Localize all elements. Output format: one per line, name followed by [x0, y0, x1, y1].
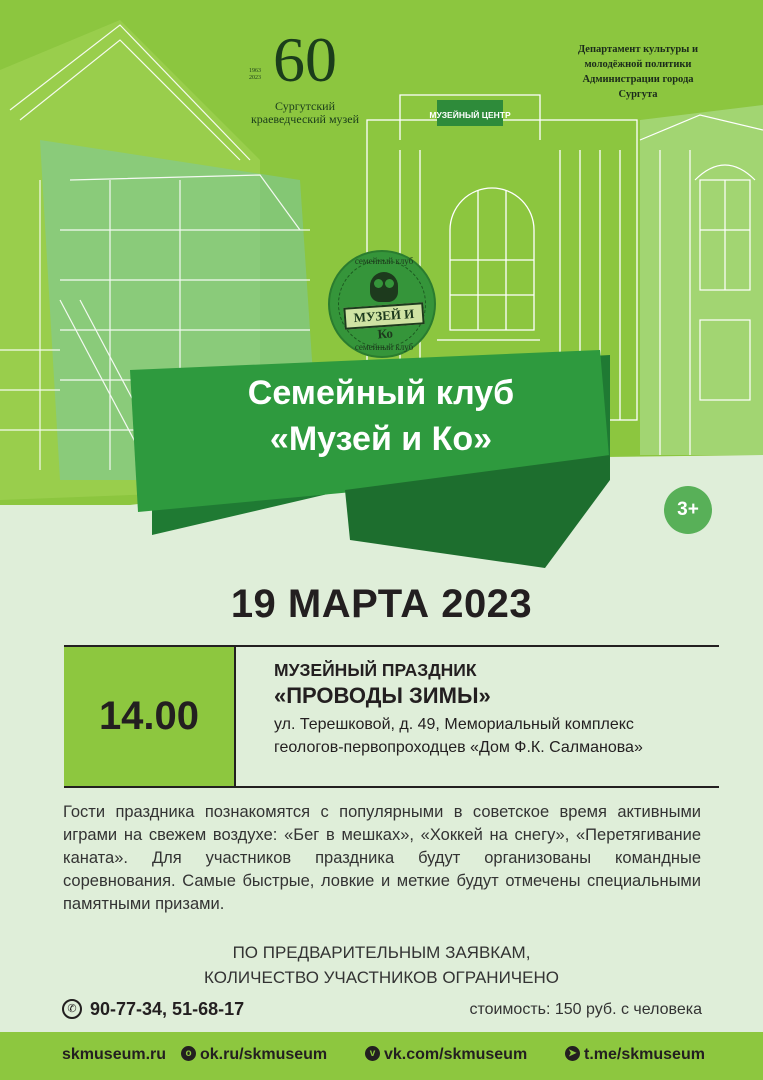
- event-place-line-1: ул. Терешковой, д. 49, Мемориальный комплекс: [274, 716, 634, 733]
- badge-sign: МУЗЕЙ И Ко: [343, 302, 424, 330]
- contact-row: [62, 997, 702, 1023]
- vk-link[interactable]: vk.com/skmuseum: [384, 1046, 528, 1063]
- department-name: Департамент культуры и молодёжной политики Администрации города Сургута: [577, 44, 699, 100]
- registration-notice: [0, 940, 763, 990]
- badge-arc-bottom-text: семейный клуб: [354, 342, 414, 352]
- event-box: [64, 645, 719, 788]
- ok-icon: o: [181, 1046, 196, 1061]
- event-place-line-2: геологов-первопроходцев «Дом Ф.К. Салманова»: [274, 739, 643, 756]
- telegram-icon: ➤: [565, 1046, 580, 1061]
- website-link[interactable]: skmuseum.ru: [62, 1046, 167, 1063]
- title-banner: [152, 358, 610, 476]
- badge-arc-top-text: семейный клуб: [354, 256, 414, 266]
- notice-line-1: ПО ПРЕДВАРИТЕЛЬНЫМ ЗАЯВКАМ,: [232, 943, 531, 962]
- event-time: 14.00: [64, 647, 236, 786]
- anniversary-mark: [245, 24, 365, 96]
- phone-numbers[interactable]: 90-77-34, 51-68-17: [90, 999, 245, 1019]
- event-date: 19 МАРТА 2023: [230, 582, 533, 626]
- title-line-1: Семейный клуб: [247, 374, 515, 412]
- ok-link[interactable]: ok.ru/skmuseum: [200, 1046, 328, 1063]
- vk-icon: v: [365, 1046, 380, 1061]
- museum-name: Сургутский краеведческий музей: [250, 99, 360, 126]
- building-sign-text: МУЗЕЙНЫЙ ЦЕНТР: [429, 110, 511, 120]
- event-kind: МУЗЕЙНЫЙ ПРАЗДНИК: [274, 660, 477, 680]
- family-club-badge: [328, 250, 436, 358]
- museum-logo: [245, 24, 365, 126]
- ticket-price: стоимость: 150 руб. с человека: [469, 1001, 702, 1018]
- event-name: «ПРОВОДЫ ЗИМЫ»: [274, 683, 491, 708]
- telegram-link[interactable]: t.me/skmuseum: [584, 1046, 705, 1063]
- age-rating-badge: 3+: [664, 486, 712, 534]
- footer-bar: [0, 1032, 763, 1080]
- event-info: [274, 659, 719, 759]
- event-description: Гости праздника познакомятся с популярными в советское время активными играми на свежем воздухе: «Бег в мешках», «Хоккей на снегу», «Перетягивание каната». Для участников праздника будут организованы командные соревнования. Самые быстрые, ловкие и меткие будут отмечены специальными памятными призами.: [63, 803, 701, 913]
- anniversary-years: 1963 2023: [249, 68, 261, 81]
- anniversary-number: 60: [273, 24, 337, 95]
- notice-line-2: КОЛИЧЕСТВО УЧАСТНИКОВ ОГРАНИЧЕНО: [204, 968, 559, 987]
- whatsapp-phone-icon: ✆: [62, 999, 82, 1019]
- title-line-2: «Музей и Ко»: [269, 420, 493, 458]
- owl-icon: [370, 272, 398, 302]
